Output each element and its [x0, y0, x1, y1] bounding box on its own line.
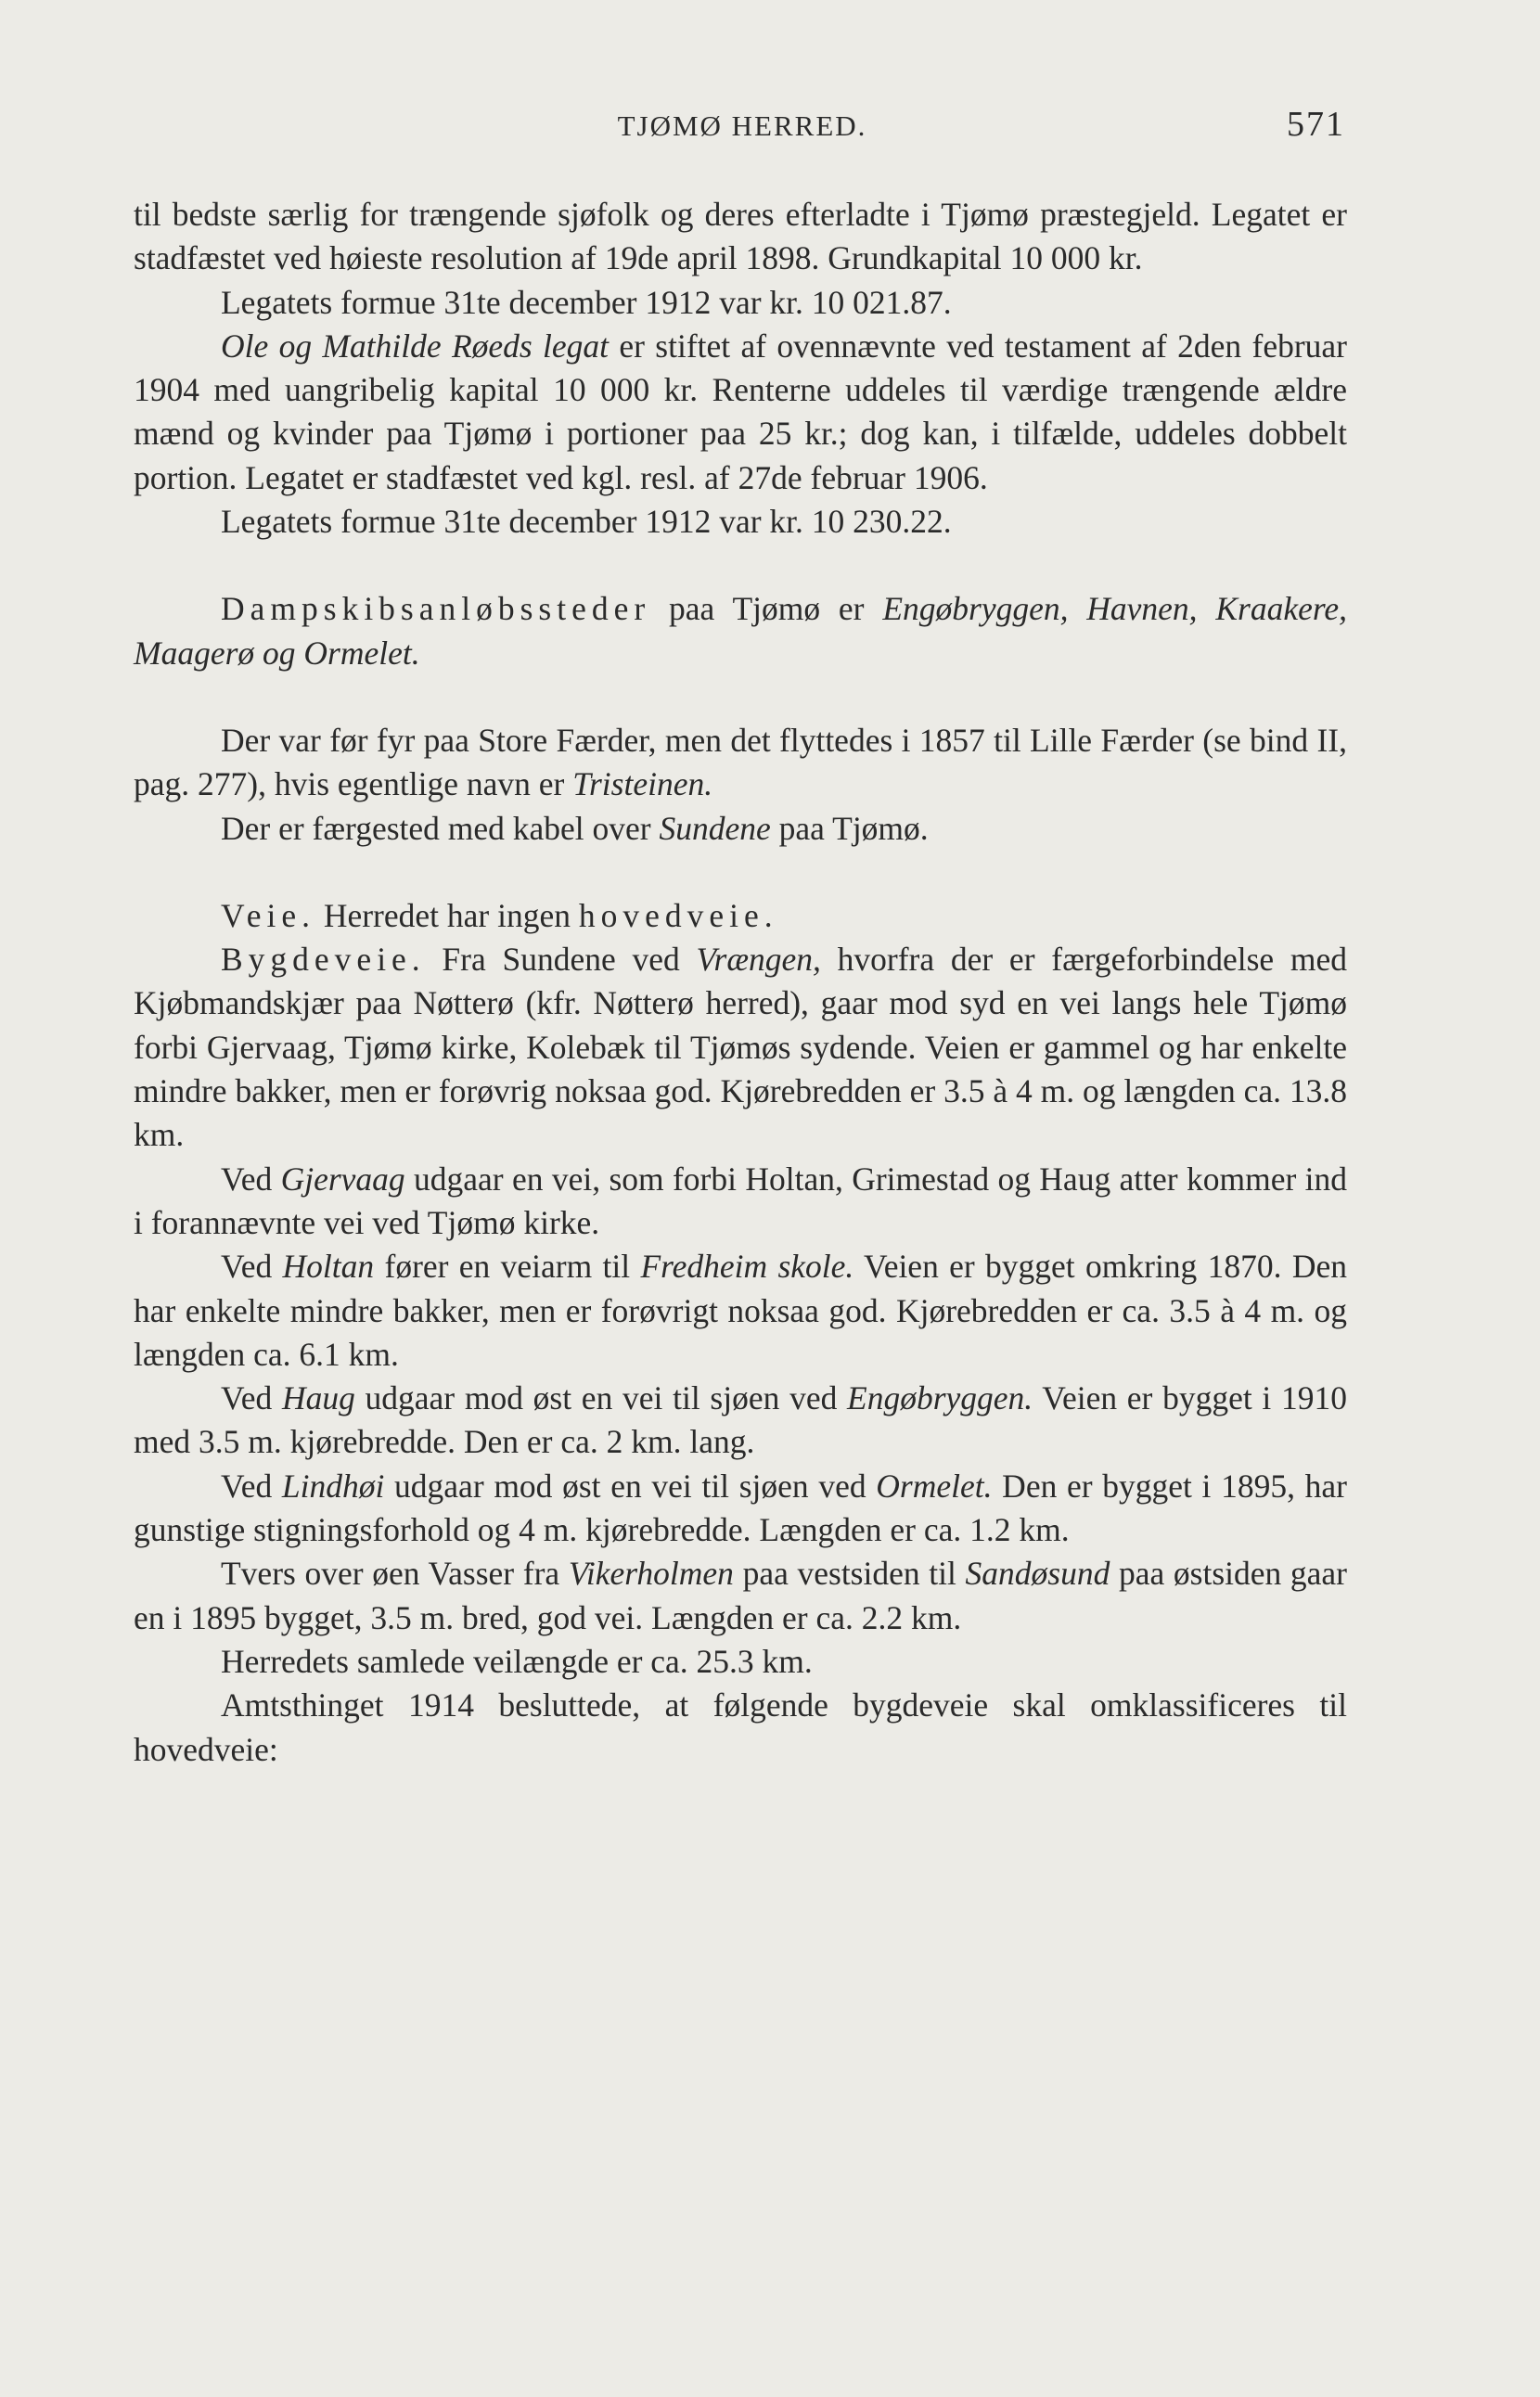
paragraph-haug: Ved Haug udgaar mod øst en vei til sjøen ved Engøbryggen. Veien er bygget i 1910 med 3.5 m. kjørebredde. Den er ca. 2 km. lang.: [134, 1379, 1348, 1461]
paragraph-legat-formue-1: Legatets formue 31te december 1912 var kr. 10 021.87.: [221, 283, 952, 321]
paragraph-dampskibsanlobssteder: Dampskibsanløbssteder paa Tjømø er Engøbryggen, Havnen, Kraakere, Maagerø og Ormelet.: [134, 590, 1347, 672]
paragraph-fyr: Der var før fyr paa Store Færder, men det flyttedes i 1857 til Lille Færder (se bind II, pag. 277), hvis egentlige navn er Tristeinen.: [134, 721, 1347, 803]
paragraph-legat-formue-2: Legatets formue 31te december 1912 var kr. 10 230.22.: [221, 503, 952, 541]
place-name: Fredheim skole.: [640, 1248, 854, 1286]
place-name: Tristeinen.: [572, 765, 713, 803]
place-name: Vrængen,: [696, 941, 821, 979]
section-gap: [134, 675, 1347, 719]
place-name: Gjervaag: [280, 1160, 405, 1198]
paragraph-bygdeveie: Bygdeveie. Fra Sundene ved Vrængen, hvorfra der er færgeforbindelse med Kjøbmandskjær paa Nøtterø (kfr. Nøtterø herred), gaar mod syd en vei langs hele Tjømø forbi Gjervaag, Tjømø kirke, Kolebæk til Tjømøs sydende. Veien er gammel og har enkelte mindre bakker, men er forøvrig noksaa god. Kjørebredden er 3.5 à 4 m. og længden ca. 13.8 km.: [134, 941, 1347, 1154]
place-name: Engøbryggen.: [847, 1379, 1033, 1417]
place-name: Holtan: [282, 1248, 375, 1286]
page-number: 571: [1287, 105, 1345, 144]
paragraph-legat-continuation: til bedste særlig for trængende sjøfolk og deres efterladte i Tjømø præstegjeld. Legatet er stadfæstet ved høieste resolution af 19de april 1898. Grundkapital 10 000 kr.: [134, 196, 1347, 277]
place-name: Sundene: [659, 809, 771, 847]
section-heading: Veie.: [221, 896, 315, 934]
section-heading: Bygdeveie.: [221, 941, 426, 979]
body-text: [134, 193, 1347, 1772]
place-name: Haug: [281, 1379, 355, 1417]
paragraph-lindhoi: Ved Lindhøi udgaar mod øst en vei til sjøen ved Ormelet. Den er bygget i 1895, har gunstige stigningsforhold og 4 m. kjørebredde. Længden er ca. 1.2 km.: [134, 1467, 1347, 1549]
spaced-term: hovedveie.: [578, 896, 778, 934]
paragraph-veilaengde: Herredets samlede veilængde er ca. 25.3 km.: [221, 1642, 813, 1680]
paragraph-gjervaag: Ved Gjervaag udgaar en vei, som forbi Holtan, Grimestad og Haug atter kommer ind i forannævnte vei ved Tjømø kirke.: [134, 1160, 1347, 1241]
paragraph-veie: Veie. Herredet har ingen hovedveie.: [221, 896, 778, 934]
paragraph-roeds-legat: Ole og Mathilde Røeds legat er stiftet af ovennævnte ved testament af 2den februar 1904 med uangribelig kapital 10 000 kr. Renterne uddeles til værdige trængende ældre mænd og kvinder paa Tjømø i portioner paa 25 kr.; dog kan, i tilfælde, uddeles dobbelt portion. Legatet er stadfæstet ved kgl. resl. af 27de februar 1906.: [134, 327, 1347, 496]
section-heading: Dampskibsanløbssteder: [221, 590, 651, 628]
paragraph-amtsthinget: Amtsthinget 1914 besluttede, at følgende bygdeveie skal omklassificeres til hovedveie:: [134, 1686, 1347, 1768]
place-name: Ormelet.: [876, 1467, 993, 1505]
place-name: Vikerholmen: [568, 1555, 734, 1593]
place-name: Lindhøi: [281, 1467, 385, 1505]
paragraph-faergested: Der er færgested med kabel over Sundene paa Tjømø.: [221, 809, 929, 847]
section-gap: [134, 851, 1347, 894]
page-header: [130, 105, 1354, 156]
running-head: TJØMØ HERRED.: [617, 109, 867, 142]
place-names: Engøbryggen, Havnen, Kraakere, Maagerø og Ormelet.: [134, 590, 1347, 672]
legat-name: Ole og Mathilde Røeds legat: [221, 327, 610, 365]
place-name: Sandøsund: [965, 1555, 1110, 1593]
paragraph-holtan: Ved Holtan fører en veiarm til Fredheim skole. Veien er bygget omkring 1870. Den har enkelte mindre bakker, men er forøvrigt noksaa god. Kjørebredden er ca. 3.5 à 4 m. og længden ca. 6.1 km.: [134, 1248, 1347, 1373]
paragraph-vasser: Tvers over øen Vasser fra Vikerholmen paa vestsiden til Sandøsund paa østsiden gaar en i 1895 bygget, 3.5 m. bred, god vei. Længden er ca. 2.2 km.: [134, 1555, 1347, 1636]
section-gap: [134, 544, 1347, 587]
